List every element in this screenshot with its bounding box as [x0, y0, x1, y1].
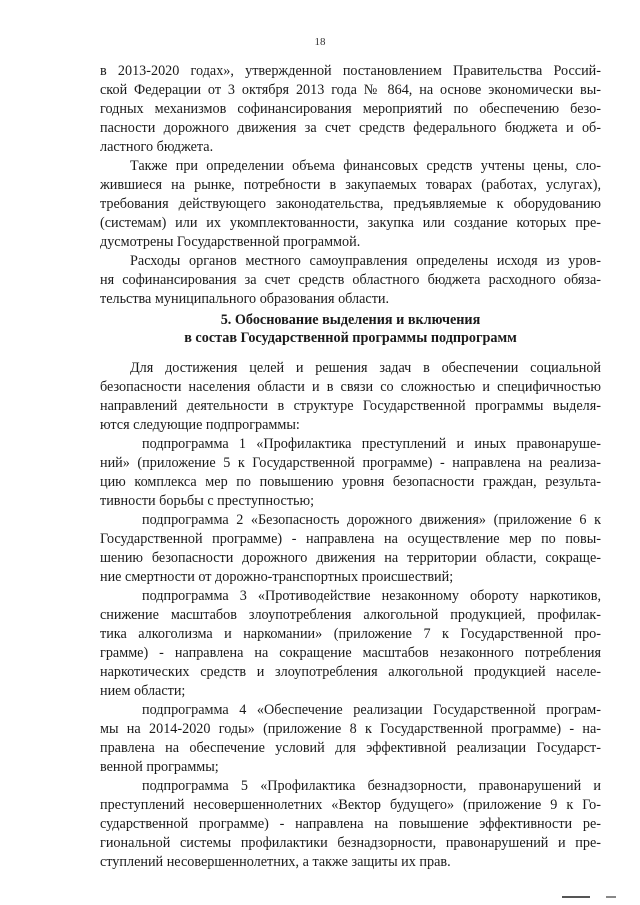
text-line: направлений деятельности в структуре Государственной программы выделя-	[100, 398, 601, 414]
text-line: безопасности населения области и в связи со сложностью и специфичностью	[100, 379, 601, 395]
text-line: в 2013-2020 годах», утвержденной постановлением Правительства Россий-	[100, 63, 601, 79]
text-line: ются следующие подпрограммы:	[100, 417, 300, 433]
page-number: 18	[314, 36, 326, 48]
text-line: шению безопасности дорожного движения на территории области, сокраще-	[100, 550, 601, 566]
text-line: тика алкоголизма и наркомании» (приложение 7 к Государственной про-	[100, 626, 601, 642]
section-heading-line-1: 5. Обоснование выделения и включения	[220, 312, 481, 328]
text-line: нием области;	[100, 683, 186, 699]
text-line: наркотических средств и злоупотребления алкогольной продукцией населе-	[100, 664, 601, 680]
text-line: снижение масштабов злоупотребления алкогольной продукцией, профилак-	[100, 607, 601, 623]
text-line: грамме) - направлена на сокращение масштабов незаконного потребления	[100, 645, 601, 661]
section-heading-line-2: в состав Государственной программы подпрограмм	[184, 330, 517, 346]
text-line: ня софинансирования за счет средств областного бюджета расходного обяза-	[100, 272, 601, 288]
text-line: требования действующего законодательства, предъявляемые к оборудованию	[100, 196, 601, 212]
text-line: Расходы органов местного самоуправления определены исходя из уров-	[130, 253, 601, 269]
text-line: тельства муниципального образования области.	[100, 291, 390, 307]
scan-mark	[606, 896, 616, 898]
text-line: Для достижения целей и решения задач в обеспечении социальной	[130, 360, 601, 376]
text-line: ние смертности от дорожно-транспортных происшествий;	[100, 569, 454, 585]
text-line: дусмотрены Государственной программой.	[100, 234, 361, 250]
text-line: пасности дорожного движения за счет средств федерального бюджета и об-	[100, 120, 601, 136]
text-line: подпрограмма 2 «Безопасность дорожного движения» (приложение 6 к	[142, 512, 601, 528]
text-line: правлена на обеспечение условий для эффективной реализации Государст-	[100, 740, 601, 756]
text-line: сударственной программе) - направлена на повышение эффективности ре-	[100, 816, 601, 832]
text-line: цию комплекса мер по повышению уровня безопасности граждан, результа-	[100, 474, 601, 490]
text-line: ний» (приложение 5 к Государственной программе) - направлена на реализа-	[100, 455, 601, 471]
text-line: подпрограмма 1 «Профилактика преступлений и иных правонаруше-	[142, 436, 601, 452]
text-line: подпрограмма 5 «Профилактика безнадзорности, правонарушений и	[142, 778, 601, 794]
text-line: годных механизмов софинансирования мероприятий по обеспечению безо-	[100, 101, 601, 117]
text-line: ступлений несовершеннолетних, а также защиты их прав.	[100, 854, 451, 870]
text-line: Государственной программе) - направлена на осуществление мер по повы-	[100, 531, 601, 547]
text-line: мы на 2014-2020 годы» (приложение 8 к Государственной программе) - на-	[100, 721, 601, 737]
text-line: Также при определении объема финансовых средств учтены цены, сло-	[130, 158, 601, 174]
text-line: жившиеся на рынке, потребности в закупаемых товарах (работах, услугах),	[100, 177, 601, 193]
scan-mark	[562, 896, 590, 898]
text-line: подпрограмма 4 «Обеспечение реализации Государственной програм-	[142, 702, 601, 718]
text-line: (системам) или их укомплектованности, закупка или создание которых пре-	[100, 215, 601, 231]
text-line: преступлений несовершеннолетних «Вектор будущего» (приложение 9 к Го-	[100, 797, 601, 813]
text-line: гиональной системы профилактики безнадзорности, правонарушений и пре-	[100, 835, 601, 851]
text-line: венной программы;	[100, 759, 219, 775]
text-line: ластного бюджета.	[100, 139, 214, 155]
text-line: ской Федерации от 3 октября 2013 года № 864, на основе экономически вы-	[100, 82, 601, 98]
text-line: подпрограмма 3 «Противодействие незаконному обороту наркотиков,	[142, 588, 601, 604]
text-line: тивности борьбы с преступностью;	[100, 493, 315, 509]
